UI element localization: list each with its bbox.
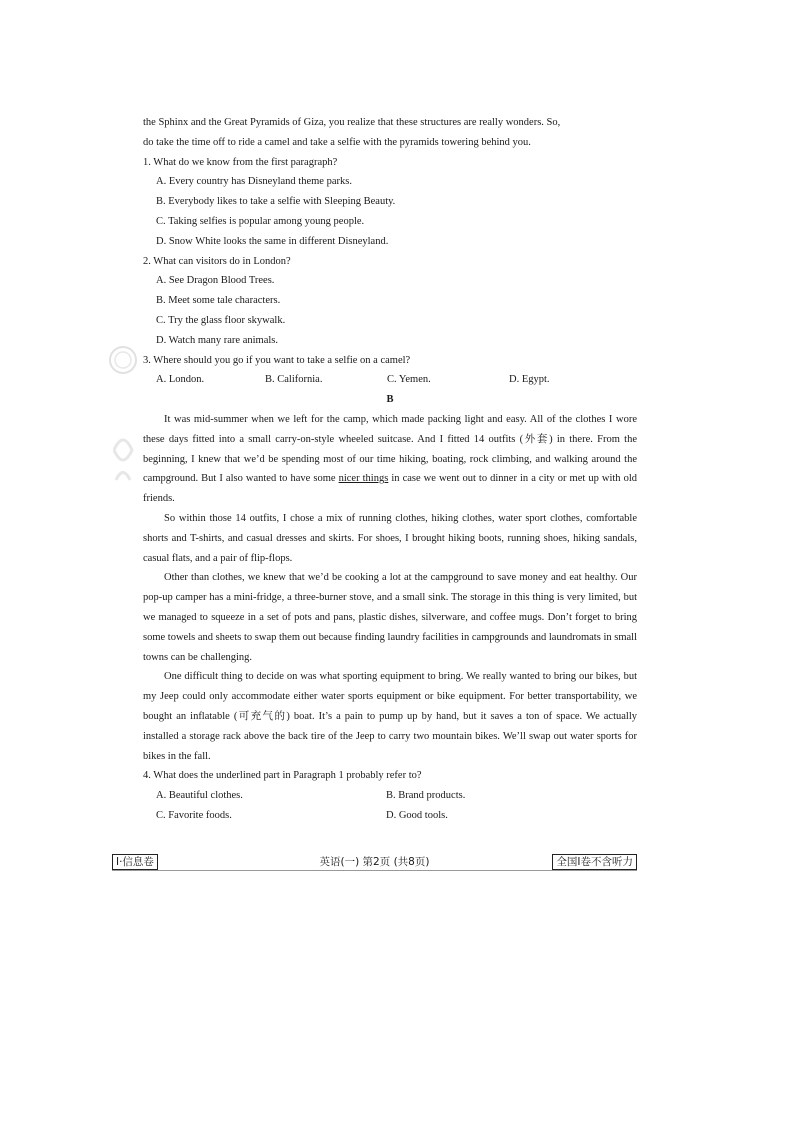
question-1-option-b: B. Everybody likes to take a selfie with Sleeping Beauty. [156,196,396,208]
footer-paper-type: Ⅰ·信息卷 [112,854,158,870]
question-4-options-row-1 [143,786,637,806]
underlined-phrase: nicer things [338,473,389,485]
question-3-option-d: D. Egypt. [509,374,550,386]
passage-a-line-1: the Sphinx and the Great Pyramids of Giza, you realize that these structures are really wonders. So, [143,117,561,128]
question-4-option-c: C. Favorite foods. [156,809,232,821]
passage-b-paragraph-4: One difficult thing to decide on was what sporting equipment to bring. We really wanted to bring our bikes, but my Jeep could only accommodate either water sports equipment or bike equipment. For better transportability, we bought an inflatable (可充气的) boat. It’s a pain to pump up by hand, but it saves a ton of space. We actually installed a storage rack above the back tire of the Jeep to carry two mountain bikes. We’ll swap out water sports for bikes in the fall. [143,671,637,762]
question-3-option-b: B. California. [265,374,323,386]
question-2-option-a: A. See Dragon Blood Trees. [156,275,275,287]
passage-b-paragraph-2: So within those 14 outfits, I chose a mix of running clothes, hiking clothes, water sport clothes, comfortable shorts and T-shirts, and casual dresses and skirts. For shoes, I brought hiking boots, running shoes, hiking sandals, casual flats, and a pair of flip-flops. [143,512,637,564]
passage-b-paragraph-1 [143,410,637,509]
question-4-options-row-2 [143,806,637,826]
section-b-heading: B [386,394,394,406]
question-4-option-b: B. Brand products. [386,790,466,802]
footer-divider [112,870,637,871]
question-2-option-c: C. Try the glass floor skywalk. [156,314,286,326]
question-2-stem: 2. What can visitors do in London? [143,255,291,267]
passage-b-p1-text: It was mid-summer when we left for the camp, which made packing light and easy. All of the clothes I wore these days fitted into a small carry-on-style wheeled suitcase. And I fitted 14 outfits (外套) in there. From the beginning, I knew that we’d be spending most of our time hiking, boating, rock climbing, and walking around the campground. But I also wanted to have some [143,413,637,485]
exam-page-body [143,113,637,826]
question-2-option-b: B. Meet some tale characters. [156,295,281,307]
question-4-option-d: D. Good tools. [386,809,448,821]
passage-a-line-2: do take the time off to ride a camel and take a selfie with the pyramids towering behind you. [143,136,531,148]
question-3-option-a: A. London. [156,374,205,386]
question-3-option-c: C. Yemen. [387,374,431,386]
question-1-option-a: A. Every country has Disneyland theme parks. [156,176,352,188]
question-1-option-d: D. Snow White looks the same in different Disneyland. [156,235,389,247]
seal-logo-icon [108,330,138,490]
question-3-stem: 3. Where should you go if you want to take a selfie on a camel? [143,354,411,366]
footer-page-number: 英语(一) 第2页 (共8页) [319,856,430,868]
side-watermark [108,330,138,640]
question-4-stem: 4. What does the underlined part in Paragraph 1 probably refer to? [143,770,422,782]
question-2-option-d: D. Watch many rare animals. [156,334,279,346]
question-1-option-c: C. Taking selfies is popular among young people. [156,215,365,227]
passage-b-p1-text-end: in case we went out to dinner in a city or met up with old friends. [143,473,638,505]
question-1-stem: 1. What do we know from the first paragraph? [143,156,338,168]
passage-b-paragraph-3: Other than clothes, we knew that we’d be cooking a lot at the campground to save money and eat healthy. Our pop-up camper has a mini-fridge, a three-burner stove, and a small sink. The storage in this thing is very limited, but we managed to squeeze in a set of pots and pans, plastic dishes, silverware, and coffee mugs. Don’t forget to bring some towels and sheets to swap them out because finding laundry facilities in campgrounds and laundromats in small towns can be challenging. [143,572,637,663]
question-4-option-a: A. Beautiful clothes. [156,790,243,802]
question-3-options [143,370,637,390]
footer-exam-region: 全国Ⅰ卷不含听力 [552,854,637,870]
